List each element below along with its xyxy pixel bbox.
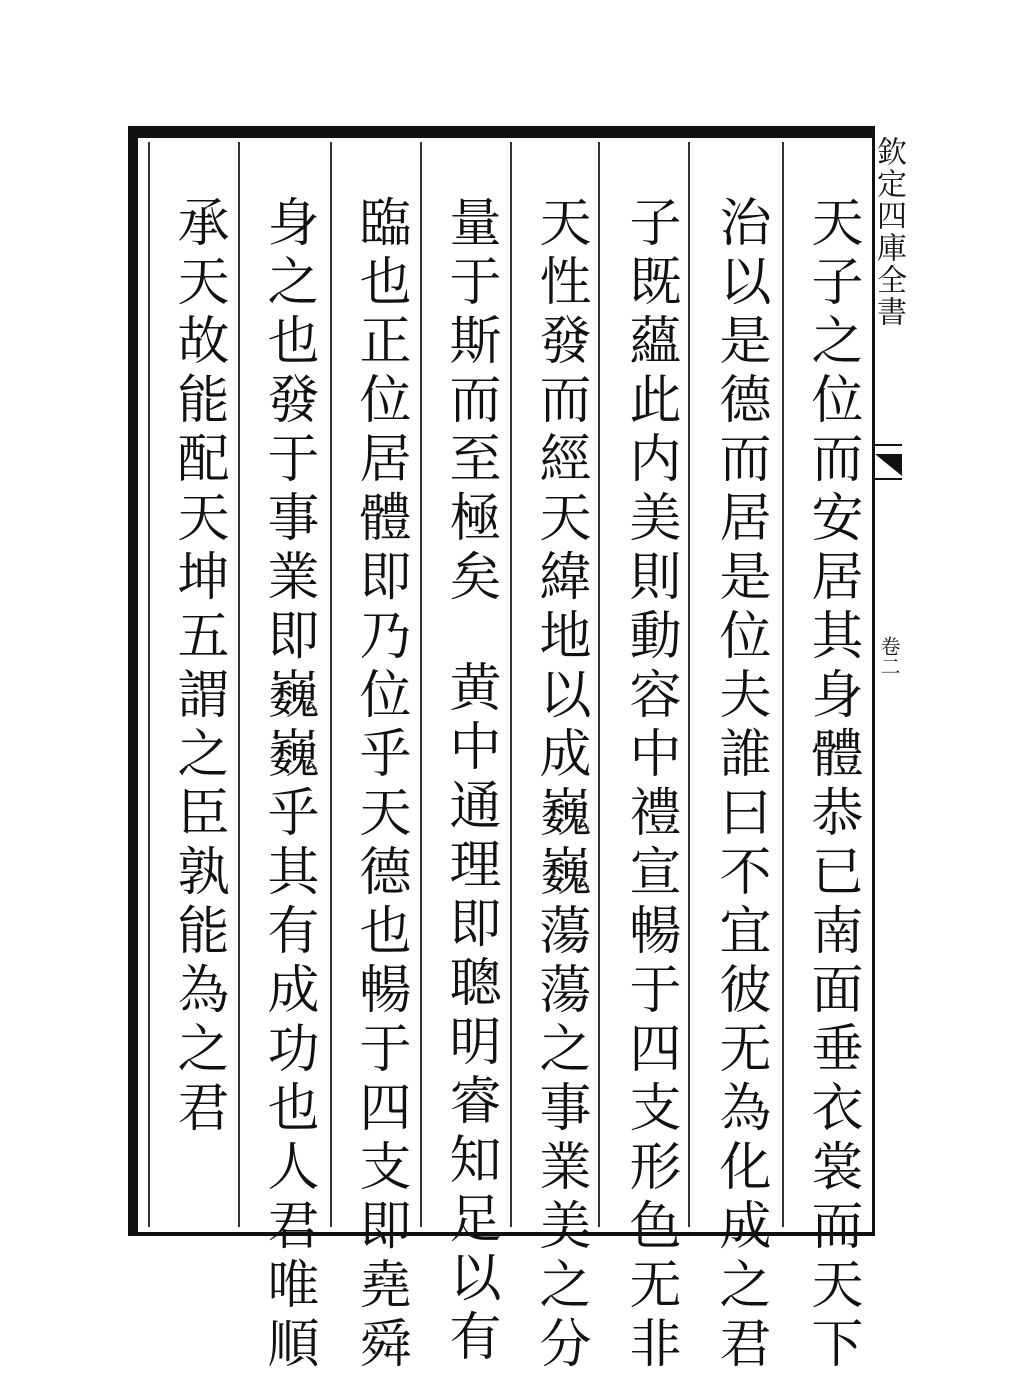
column-rule <box>238 142 240 1227</box>
text-column-6: 臨也正位居體即乃位乎天德也暢于四支即堯舜 <box>350 195 410 1375</box>
book-title: 欽定四庫全書 <box>871 136 906 328</box>
column-rule <box>330 142 332 1227</box>
text-column-5 <box>430 195 510 1368</box>
column-rule <box>148 142 150 1227</box>
juan-label: 卷二 <box>877 636 901 676</box>
text-column-4: 天性發而經天緯地以成巍巍蕩蕩之事業美之分 <box>530 195 590 1375</box>
text-column-7: 身之也發于事業即巍巍乎其有成功也人君唯順 <box>258 195 318 1375</box>
text-column-5-commentary: 黄中通理即聰明睿知足以有 <box>440 660 500 1368</box>
fish-tail-mark-icon <box>875 454 902 476</box>
text-column-5-main: 量于斯而至極矣 <box>440 195 500 608</box>
page-frame <box>128 126 906 1375</box>
column-rule <box>782 142 784 1227</box>
page-margin-strip <box>871 126 906 1236</box>
text-column-2: 治以是德而居是位夫誰曰不宜彼无為化成之君 <box>710 195 770 1375</box>
text-column-8: 承天故能配天坤五謂之臣孰能為之君 <box>168 195 228 1139</box>
text-column-3: 子既蘊此内美則動容中禮宣暢于四支形色无非 <box>620 195 680 1375</box>
column-rule <box>510 142 512 1227</box>
column-rule <box>420 142 422 1227</box>
margin-rule <box>875 478 902 480</box>
text-column-1: 天子之位而安居其身體恭已南面垂衣裳而天下 <box>802 195 862 1375</box>
margin-rule <box>875 444 902 446</box>
